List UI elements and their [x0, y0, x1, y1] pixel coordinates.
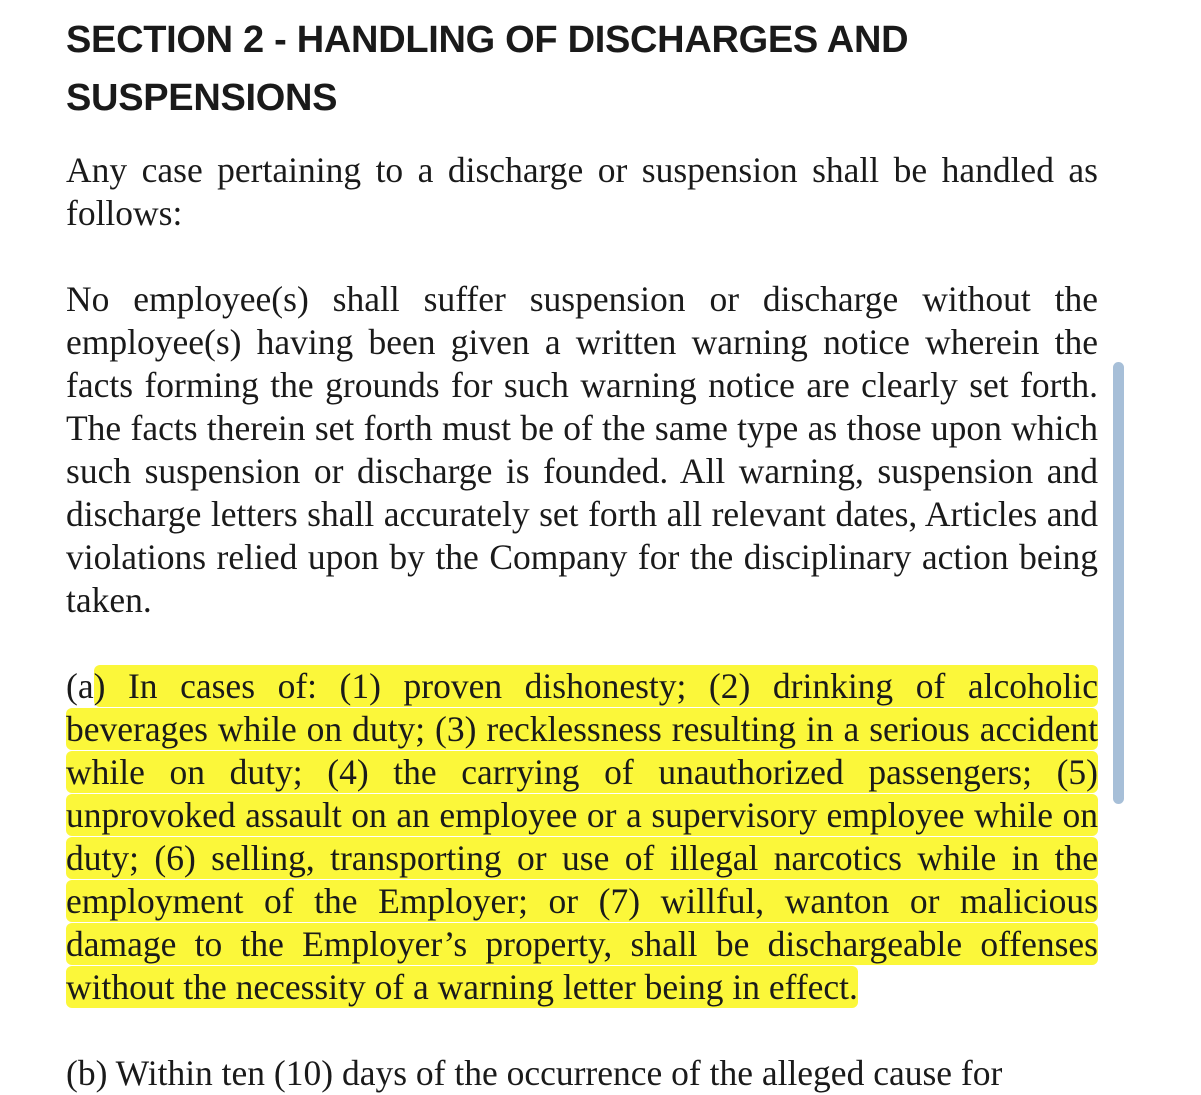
- document-page: [66, 0, 1098, 1095]
- section-heading: SECTION 2 - HANDLING OF DISCHARGES AND SUSPENSIONS: [66, 19, 909, 119]
- warning-notice-paragraph: No employee(s) shall suffer suspension or discharge without the employee(s) having been given a written warning notice wherein the facts forming the grounds for such warning notice are clearly set forth. The facts therein set forth must be of the same type as those upon which such suspension or discharge is founded. All warning, suspension and discharge letters shall accurately set forth all relevant dates, Articles and violations relied upon by the Company for the disciplinary action being taken.: [66, 279, 1098, 620]
- intro-paragraph: Any case pertaining to a discharge or suspension shall be handled as follows:: [66, 150, 1098, 233]
- item-a-label: (a: [66, 666, 94, 706]
- highlighted-text[interactable]: ) In cases of: (1) proven dishonesty; (2) drinking of alcoholic beverages while on duty; (3) recklessness resulting in a serious accident while on duty; (4) the carrying of unauthorized passengers; (5) unprovoked assault on an employee or a supervisory employee while on duty; (6) selling, transporting or use of illegal narcotics while in the employment of the Employer; or (7) willful, wanton or malicious damage to the Employer’s property, shall be dischargeable offenses without the necessity of a warning letter being in effect.: [66, 666, 1098, 1007]
- item-b-paragraph: (b) Within ten (10) days of the occurrence of the alleged cause for: [66, 1053, 1003, 1093]
- scrollbar-thumb[interactable]: [1113, 362, 1124, 804]
- item-a-paragraph: [66, 665, 1098, 1009]
